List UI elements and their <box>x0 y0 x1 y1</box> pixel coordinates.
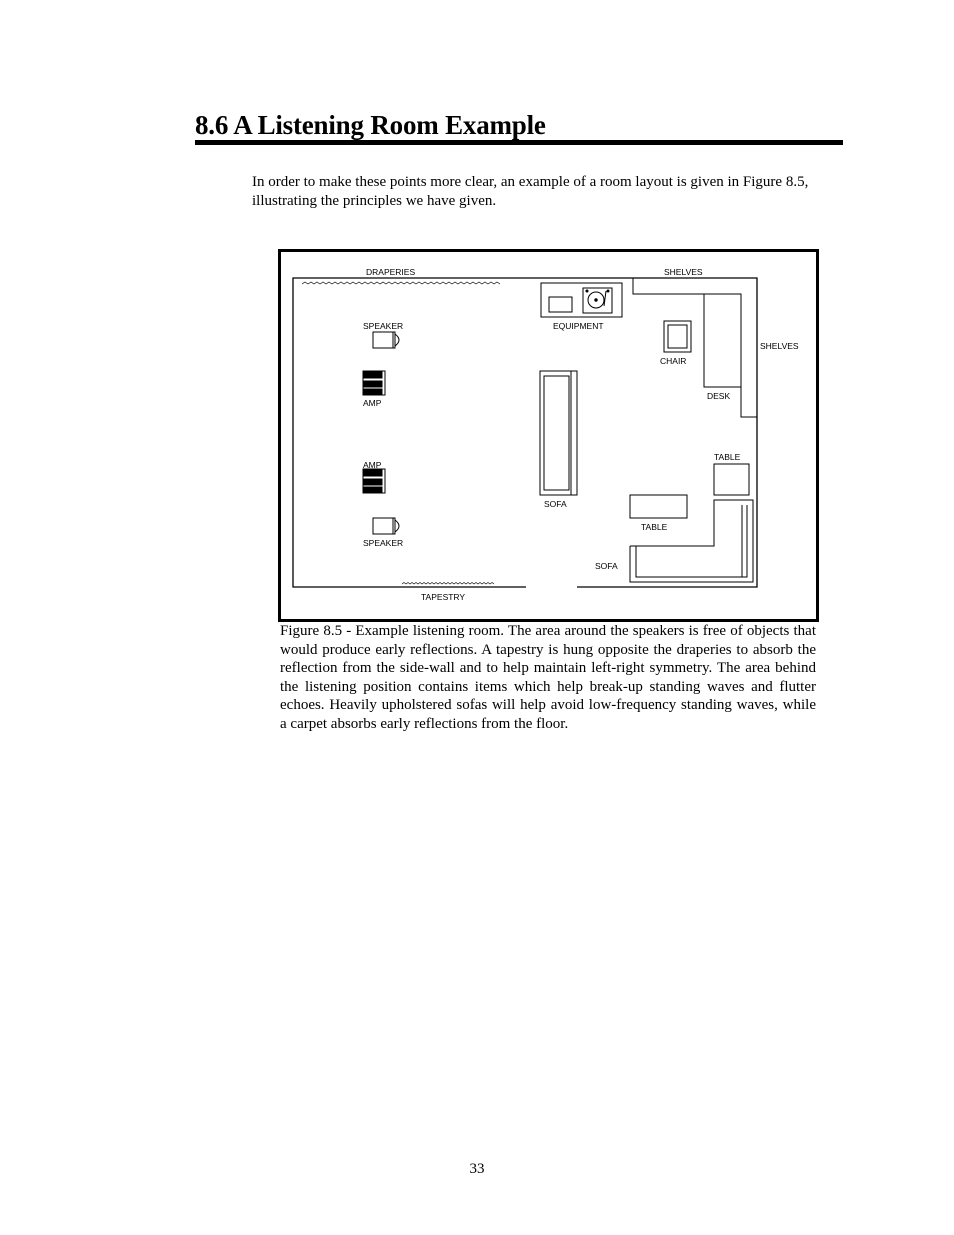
section-title: 8.6 A Listening Room Example <box>195 110 546 140</box>
sofa-corner-icon <box>630 500 753 582</box>
label-shelves-top: SHELVES <box>664 267 703 277</box>
label-sofa-corner: SOFA <box>595 561 618 571</box>
label-table-right: TABLE <box>714 452 741 462</box>
draperies-icon <box>302 282 500 284</box>
shelves-icon <box>633 278 757 417</box>
table-center-icon <box>630 495 687 518</box>
label-speaker-top: SPEAKER <box>363 321 404 331</box>
intro-paragraph: In order to make these points more clear, an example of a room layout is given in Figure 8.5, illustrating the principles we have given. <box>252 174 809 209</box>
equipment-icon <box>541 283 622 317</box>
label-amp-top: AMP <box>363 398 382 408</box>
desk-icon <box>704 294 741 387</box>
speaker-top-icon <box>373 332 399 348</box>
label-sofa-center: SOFA <box>544 499 567 509</box>
page-number: 33 <box>469 1161 485 1177</box>
amp-top-icon <box>363 371 385 395</box>
chair-icon <box>664 321 691 352</box>
label-desk: DESK <box>707 391 731 401</box>
amp-bottom-icon <box>363 469 385 493</box>
sofa-center-icon <box>540 371 577 495</box>
label-table-center: TABLE <box>641 522 668 532</box>
figure-caption: Figure 8.5 - Example listening room. The area around the speakers is free of objects that would produce early reflections. A tapestry is hung opposite the draperies to absorb the reflection from the side-wall and to help maintain left-right symmetry. The area behind the listening position contains items which help break-up standing waves and flutter echoes. Heavily upholstered sofas will help avoid low-frequency standing waves, while a carpet absorbs early reflections from the floor. <box>280 623 816 732</box>
label-equipment: EQUIPMENT <box>553 321 604 331</box>
tapestry-icon <box>402 583 494 585</box>
wall-east <box>577 278 757 587</box>
speaker-bottom-icon <box>373 518 399 534</box>
label-chair: CHAIR <box>660 356 687 366</box>
label-speaker-bottom: SPEAKER <box>363 538 404 548</box>
label-amp-bottom: AMP <box>363 460 382 470</box>
label-draperies: DRAPERIES <box>366 267 416 277</box>
label-shelves-right: SHELVES <box>760 341 799 351</box>
label-tapestry: TAPESTRY <box>421 592 466 602</box>
table-right-icon <box>714 464 749 495</box>
